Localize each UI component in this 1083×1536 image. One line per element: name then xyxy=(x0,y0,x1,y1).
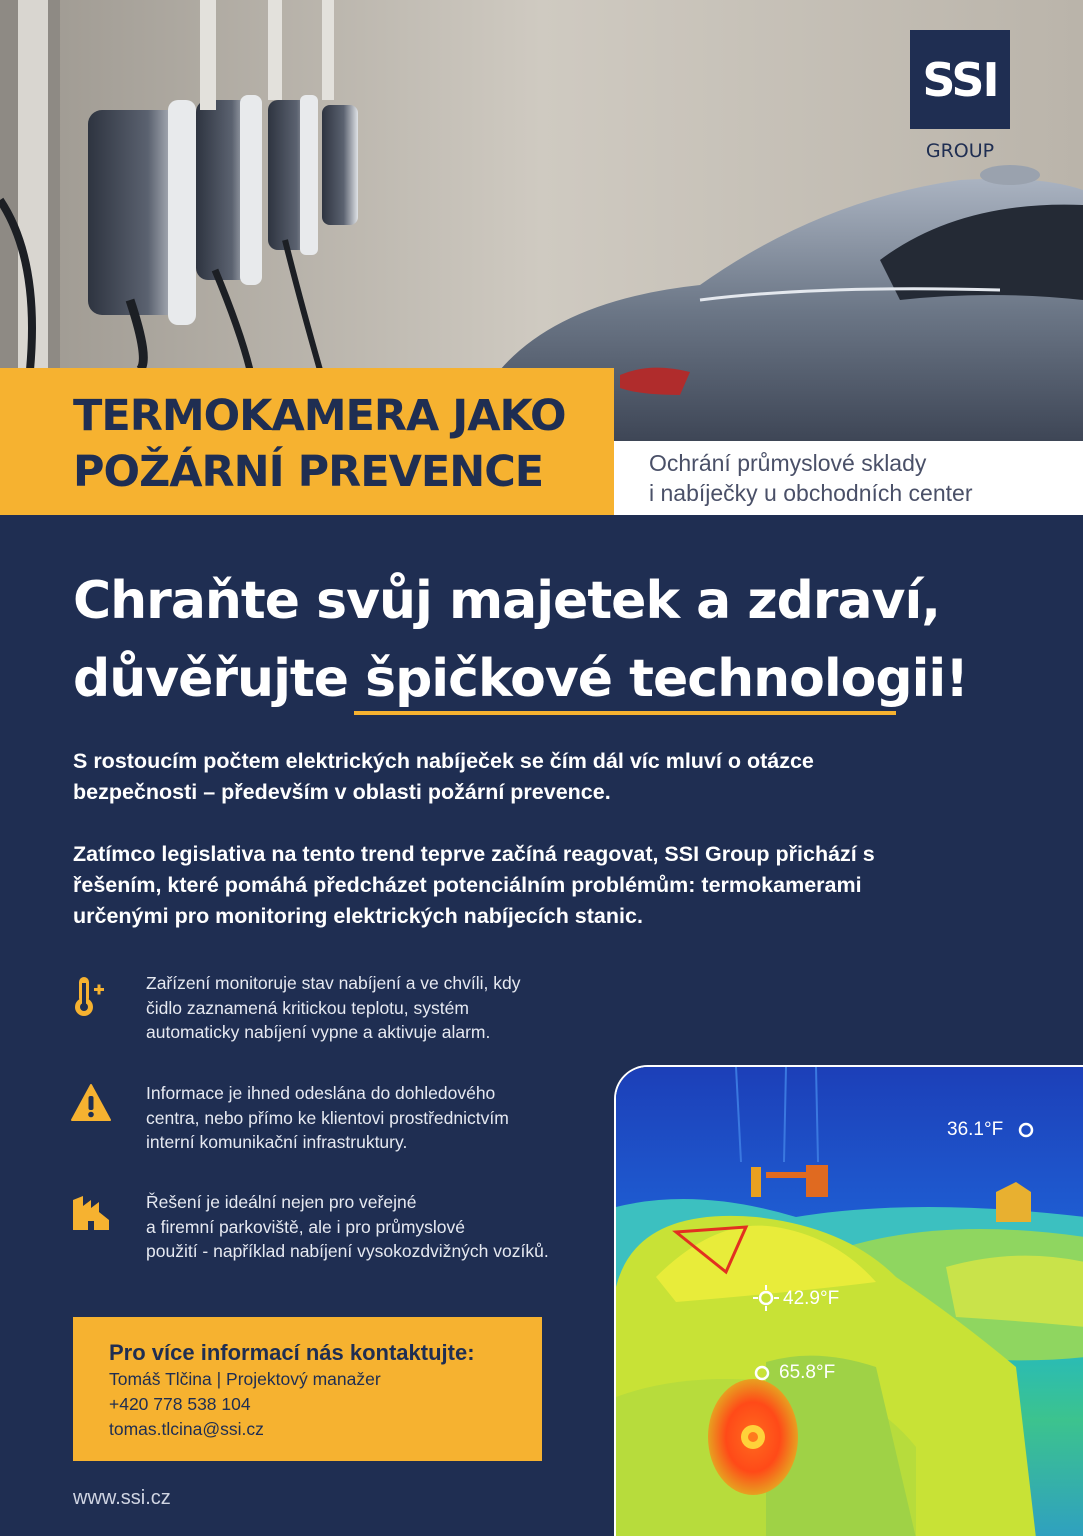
title-line-2: POŽÁRNÍ PREVENCE xyxy=(73,447,544,497)
feature-1-line-3: automaticky nabíjení vypne a aktivuje alarm. xyxy=(146,1022,491,1042)
feature-text-3 xyxy=(146,1190,596,1264)
ssi-logo: SSI xyxy=(910,30,1010,129)
factory-icon xyxy=(71,1192,111,1236)
thermal-camera-image xyxy=(614,1065,1083,1536)
contact-email[interactable]: tomas.tlcina@ssi.cz xyxy=(109,1419,264,1439)
crosshair-icon xyxy=(753,1285,779,1311)
warning-icon xyxy=(71,1082,111,1126)
thermometer-icon xyxy=(70,975,110,1019)
feature-3-line-1: Řešení je ideální nejen pro veřejné xyxy=(146,1192,417,1212)
website-link[interactable]: www.ssi.cz xyxy=(73,1487,171,1509)
intro-p2-line-2: řešením, které pomáhá předcházet potenciálním problémům: termokamerami xyxy=(73,873,862,897)
feature-3-line-2: a firemní parkoviště, ale i pro průmyslové xyxy=(146,1216,466,1237)
headline xyxy=(73,562,1053,718)
subtitle-line-1: Ochrání průmyslové sklady xyxy=(649,450,927,476)
ssi-group-label: GROUP xyxy=(925,140,995,162)
subtitle-line-2: i nabíječky u obchodních center xyxy=(649,480,973,506)
feature-2-line-3: interní komunikační infrastruktury. xyxy=(146,1132,408,1152)
feature-text-2 xyxy=(146,1081,596,1155)
thermal-scene xyxy=(616,1067,1083,1536)
headline-line-2: důvěřujte špičkové technologii! xyxy=(73,649,968,709)
intro-p2-line-1: Zatímco legislativa na tento trend teprve začíná reagovat, SSI Group přichází s xyxy=(73,842,875,866)
feature-2-line-1: Informace je ihned odeslána do dohledového xyxy=(146,1083,496,1103)
feature-3-line-3: použití - například nabíjení vysokozdvižných vozíků. xyxy=(146,1241,549,1261)
intro-p1-line-1: S rostoucím počtem elektrických nabíječek se čím dál víc mluví o otázce xyxy=(73,749,814,773)
contact-name-role: Tomáš Tlčina | Projektový manažer xyxy=(109,1369,381,1389)
headline-underline xyxy=(354,711,896,715)
temp-reading-bottom: 65.8°F xyxy=(779,1362,836,1383)
intro-paragraph-2 xyxy=(73,839,953,932)
feature-1-line-2: čidlo zaznamená kritickou teplotu, systém xyxy=(146,997,469,1018)
intro-p2-line-3: určenými pro monitoring elektrických nabíjecích stanic. xyxy=(73,904,643,928)
feature-2-line-2: centra, nebo přímo ke klientovi prostřednictvím xyxy=(146,1107,509,1128)
intro-p1-line-2: bezpečnosti – především v oblasti požární prevence. xyxy=(73,780,611,804)
headline-line-1: Chraňte svůj majetek a zdraví, xyxy=(73,571,941,631)
hot-marker-icon xyxy=(752,1363,772,1383)
temp-reading-top: 36.1°F xyxy=(947,1119,1004,1140)
page-title xyxy=(73,388,593,500)
contact-phone[interactable]: +420 778 538 104 xyxy=(109,1394,251,1414)
temp-reading-middle: 42.9°F xyxy=(783,1288,840,1309)
title-line-1: TERMOKAMERA JAKO xyxy=(73,391,566,441)
feature-1-line-1: Zařízení monitoruje stav nabíjení a ve chvíli, kdy xyxy=(146,973,521,993)
subtitle xyxy=(649,448,1069,508)
temp-marker-icon xyxy=(1016,1120,1036,1140)
feature-text-1 xyxy=(146,971,596,1045)
contact-title: Pro více informací nás kontaktujte: xyxy=(109,1340,475,1365)
intro-paragraph-1 xyxy=(73,746,953,808)
